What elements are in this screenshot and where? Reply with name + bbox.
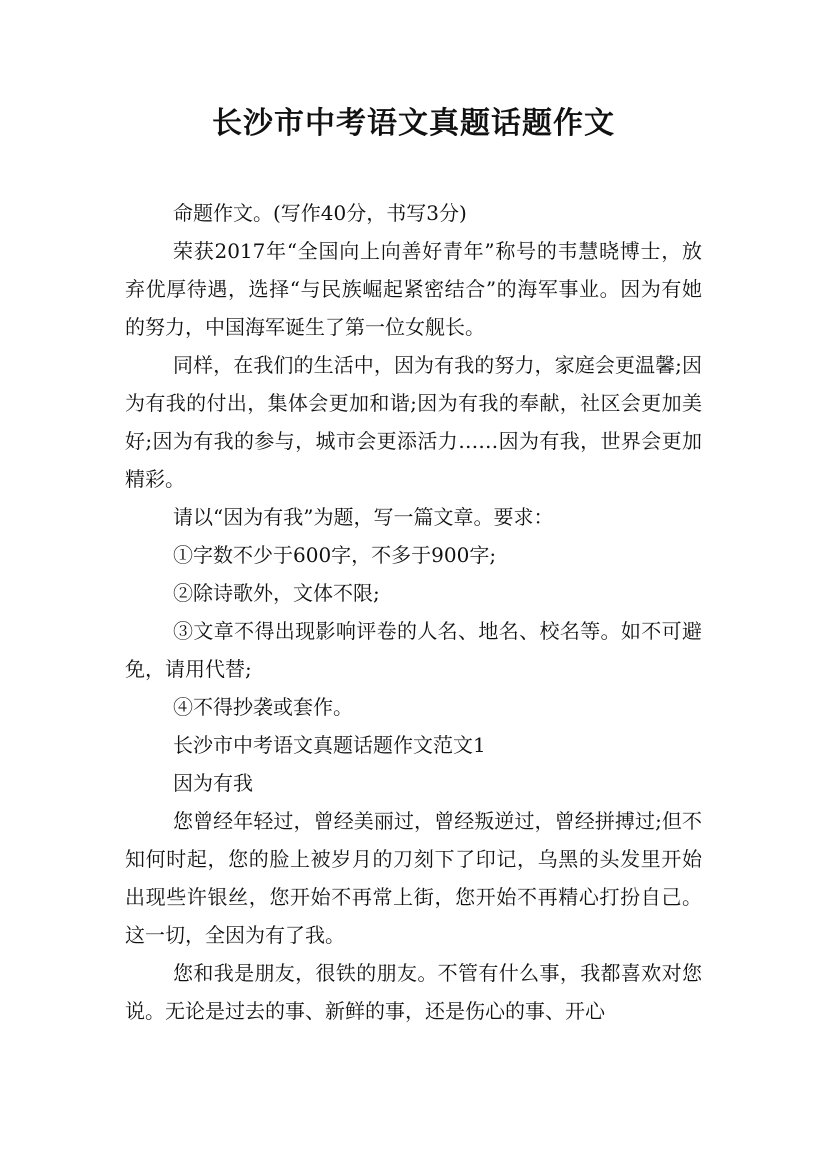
paragraph-background: 荣获2017年“全国向上向善好青年”称号的韦慧晓博士，放弃优厚待遇，选择“与民族崛起紧密结合”的海军事业。因为有她的努力，中国海军诞生了第一位女舰长。 [125, 239, 702, 339]
document-body [125, 194, 702, 1030]
document-title: 长沙市中考语文真题话题作文 [212, 106, 615, 141]
requirement-3: ③文章不得出现影响评卷的人名、地名、校名等。如不可避免，请用代替; [125, 619, 702, 681]
requirement-4: ④不得抄袭或套作。 [173, 695, 353, 719]
essay-title: 因为有我 [173, 771, 253, 795]
paragraph-prompt-intro: 命题作文。(写作40分，书写3分) [173, 201, 467, 225]
sample-essay-heading: 长沙市中考语文真题话题作文范文1 [173, 733, 486, 757]
essay-paragraph-2: 您和我是朋友，很铁的朋友。不管有什么事，我都喜欢对您说。无论是过去的事、新鲜的事，还是伤心的事、开心 [125, 961, 702, 1023]
paragraph-context: 同样，在我们的生活中，因为有我的努力，家庭会更温馨;因为有我的付出，集体会更加和谐;因为有我的奉献，社区会更加美好;因为有我的参与，城市会更添活力……因为有我，世界会更加精彩。 [125, 353, 702, 491]
paragraph-instruction: 请以“因为有我”为题，写一篇文章。要求： [173, 505, 554, 529]
requirement-2: ②除诗歌外，文体不限; [173, 581, 380, 605]
requirement-1: ①字数不少于600字，不多于900字; [173, 543, 497, 567]
essay-paragraph-1: 您曾经年轻过，曾经美丽过，曾经叛逆过，曾经拼搏过;但不知何时起，您的脸上被岁月的刀刻下了印记，乌黑的头发里开始出现些许银丝，您开始不再常上街，您开始不再精心打扮自己。这一切，全因为有了我。 [125, 809, 702, 947]
